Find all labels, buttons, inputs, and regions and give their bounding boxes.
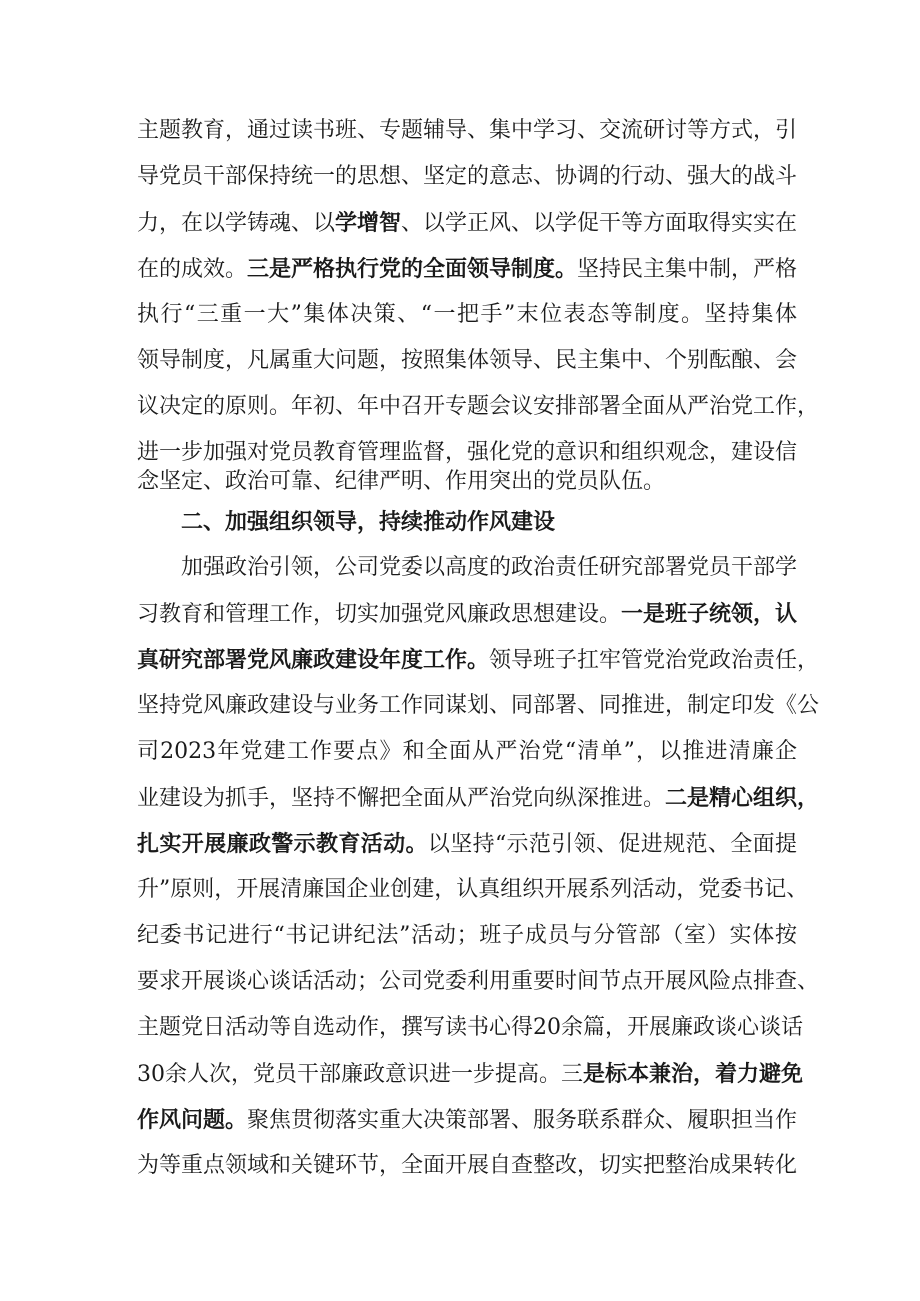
- paragraph-line: [137, 916, 797, 956]
- paragraph-line: [137, 249, 797, 289]
- paragraph-line: [137, 295, 797, 335]
- bold-text-run: 三是严格执行党的全面领导制度。: [247, 256, 578, 282]
- text-run: 进一步加强对党员教育管理监督，强化党的意识和组织观念，建设信: [137, 440, 798, 465]
- text-run: 议决定的原则。年初、年中召开专题会议安排部署全面从严治党工作，: [137, 394, 820, 419]
- paragraph-line: [137, 157, 797, 197]
- paragraph-line: [137, 824, 797, 864]
- text-run: 念坚定、政治可靠、纪律严明、作用突出的党员队伍。: [137, 469, 666, 494]
- text-run: 业建设为抓手，坚持不懈把全面从严治党向纵深推进。: [137, 786, 666, 811]
- text-run: 领导班子扛牢管党治党政治责任，: [489, 648, 820, 673]
- paragraph-line: [137, 341, 797, 381]
- text-run: 导党员干部保持统一的思想、坚定的意志、协调的行动、强大的战斗: [137, 164, 798, 189]
- bold-text-run: 二是精心组织，: [665, 785, 820, 811]
- bold-text-run: 扎实开展廉政警示教育活动。: [137, 831, 428, 857]
- paragraph-line: [137, 203, 797, 243]
- paragraph-line: [137, 1146, 797, 1186]
- paragraph-line: [137, 686, 820, 726]
- paragraph-line: [137, 870, 809, 910]
- paragraph-line: [137, 111, 797, 151]
- text-run: 主题教育，通过读书班、专题辅导、集中学习、交流研讨等方式，引: [137, 118, 798, 143]
- bold-text-run: 是标本兼治，着力避免: [583, 1061, 804, 1087]
- text-run: 习教育和管理工作，切实加强党风廉政思想建设。: [137, 602, 622, 627]
- text-run: 坚持党风廉政建设与业务工作同谋划、同部署、同推进，制定印发《公: [137, 693, 820, 718]
- bold-text-run: 真研究部署党风廉政建设年度工作。: [137, 647, 490, 673]
- bold-text-run: 一是班子统领，认: [621, 601, 798, 627]
- paragraph-line: [137, 1008, 803, 1048]
- text-run: 领导制度，凡属重大问题，按照集体领导、民主集中、个别酝酿、会: [137, 348, 798, 373]
- paragraph-line: [137, 962, 820, 1002]
- bold-text-run: 学增智: [335, 210, 402, 236]
- text-run: 30余人次，党员干部廉政意识进一步提高。三: [137, 1062, 583, 1087]
- paragraph-line: [181, 548, 797, 588]
- text-run: 聚焦贯彻落实重大决策部署、服务联系群众、履职担当作: [247, 1108, 798, 1133]
- section-heading: 二、加强组织领导，持续推动作风建设: [181, 510, 556, 535]
- text-run: 执行“三重一大”集体决策、“一把手”末位表态等制度。坚持集体: [137, 302, 797, 327]
- text-run: 纪委书记进行“书记讲纪法”活动；班子成员与分管部（室）实体按: [137, 923, 797, 948]
- paragraph-line: [137, 732, 797, 772]
- text-run: 加强政治引领，公司党委以高度的政治责任研究部署党员干部学: [181, 555, 798, 580]
- text-run: 在的成效。: [137, 257, 248, 282]
- paragraph-line: [137, 1054, 804, 1094]
- text-run: 升”原则，开展清廉国企业创建，认真组织开展系列活动，党委书记、: [137, 877, 809, 902]
- text-run: 力，在以学铸魂、以: [137, 211, 336, 236]
- text-run: 司2023年党建工作要点》和全面从严治党“清单”，以推进清廉企: [137, 739, 797, 764]
- text-run: 、以学正风、以学促干等方面取得实实在: [401, 211, 798, 236]
- paragraph-line: [137, 594, 797, 634]
- paragraph-line: [137, 387, 820, 427]
- text-run: 主题党日活动等自选动作，撰写读书心得20余篇，开展廉政谈心谈话: [137, 1015, 803, 1040]
- paragraph-line: [137, 1100, 797, 1140]
- text-run: 坚持民主集中制，严格: [577, 257, 798, 282]
- text-run: 要求开展谈心谈话活动；公司党委利用重要时间节点开展风险点排查、: [137, 969, 820, 994]
- bold-text-run: 作风问题。: [137, 1107, 248, 1133]
- paragraph-line: [137, 640, 820, 680]
- paragraph-line: [137, 462, 797, 502]
- text-run: 以坚持“示范引领、促进规范、全面提: [427, 832, 797, 857]
- text-run: 为等重点领域和关键环节，全面开展自查整改，切实把整治成果转化: [137, 1153, 798, 1178]
- paragraph-line: [137, 778, 820, 818]
